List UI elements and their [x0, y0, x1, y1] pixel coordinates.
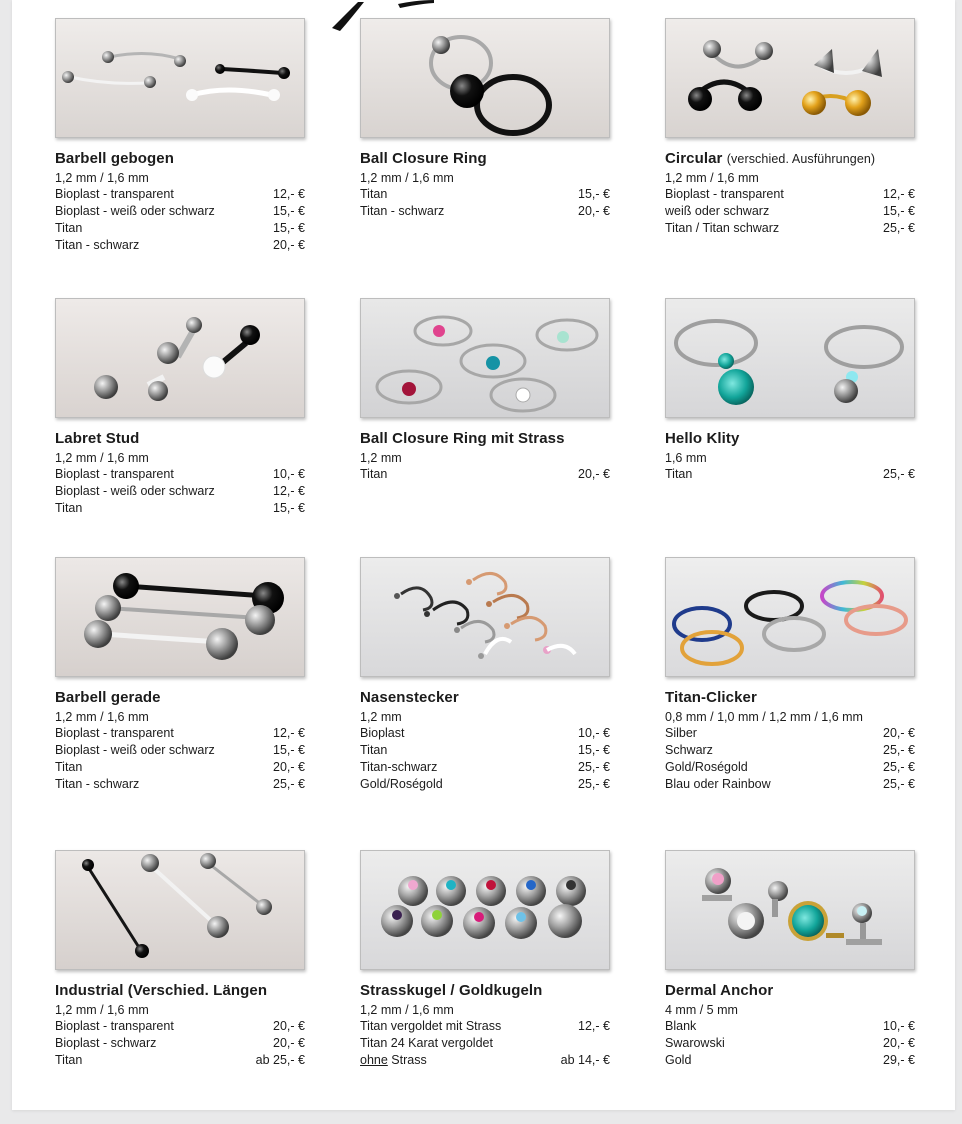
- variant-price: 20,- €: [578, 204, 610, 218]
- price-row: [55, 776, 305, 793]
- product-title: Titan-Clicker: [665, 689, 757, 706]
- price-row: [360, 466, 610, 483]
- variant-label: Strass: [391, 1053, 427, 1067]
- variant-label: Titan: [360, 187, 388, 201]
- variant-label: Bioplast: [360, 726, 405, 740]
- price-row: [55, 186, 305, 203]
- product-photo: [55, 298, 305, 418]
- product-title: Strasskugel / Goldkugeln: [360, 982, 543, 999]
- variant-price: 25,- €: [578, 760, 610, 774]
- variant-price: 12,- €: [273, 187, 305, 201]
- variant-label: Titan: [360, 743, 388, 757]
- variant-label: Titan - schwarz: [360, 204, 445, 218]
- product-size: 1,2 mm / 1,6 mm: [360, 1003, 454, 1017]
- product-size: 4 mm / 5 mm: [665, 1003, 738, 1017]
- product-title: Hello Klity: [665, 430, 740, 447]
- price-row: [665, 742, 915, 759]
- variant-label: Titan: [55, 501, 83, 515]
- product-title: Industrial (Verschied. Längen: [55, 982, 268, 999]
- price-row: [665, 1018, 915, 1035]
- variant-price: ab 25,- €: [255, 1053, 305, 1067]
- product-photo: [360, 850, 610, 970]
- variant-label: Bioplast - schwarz: [55, 1036, 157, 1050]
- variant-price: 25,- €: [883, 760, 915, 774]
- variant-label: Swarowski: [665, 1036, 725, 1050]
- price-row: [665, 759, 915, 776]
- product-note: (verschied. Ausführungen): [726, 152, 876, 166]
- variant-label: Schwarz: [665, 743, 713, 757]
- variant-label: Bioplast - transparent: [55, 467, 174, 481]
- product-card-ball-closure-ring: [360, 18, 610, 220]
- variant-label: Gold/Roségold: [360, 777, 443, 791]
- product-title: Barbell gebogen: [55, 150, 175, 167]
- variant-price: 12,- €: [273, 726, 305, 740]
- variant-label: Blau oder Rainbow: [665, 777, 771, 791]
- variant-price: 29,- €: [883, 1053, 915, 1067]
- price-row: [55, 237, 305, 254]
- variant-price: 20,- €: [578, 467, 610, 481]
- product-size: 1,2 mm / 1,6 mm: [360, 171, 454, 185]
- product-photo: [665, 850, 915, 970]
- price-row: [360, 203, 610, 220]
- product-size: 1,2 mm / 1,6 mm: [55, 171, 149, 185]
- price-row: [360, 776, 610, 793]
- product-card-barbell-gerade: [55, 557, 305, 793]
- product-card-industrial: [55, 850, 305, 1069]
- variant-price: 12,- €: [883, 187, 915, 201]
- price-row: [55, 203, 305, 220]
- variant-price: 20,- €: [273, 1036, 305, 1050]
- product-card-circular: [665, 18, 915, 237]
- variant-label: Bioplast - transparent: [55, 187, 174, 201]
- variant-label: Titan 24 Karat vergoldet: [360, 1036, 493, 1050]
- variant-label: Titan / Titan schwarz: [665, 221, 780, 235]
- product-size: 1,2 mm / 1,6 mm: [55, 710, 149, 724]
- variant-price: 15,- €: [273, 221, 305, 235]
- price-row: [360, 186, 610, 203]
- price-row: [360, 1035, 610, 1052]
- product-card-ball-closure-ring-strass: [360, 298, 610, 483]
- price-row: [55, 725, 305, 742]
- product-title: [665, 150, 915, 168]
- variant-price: 15,- €: [273, 743, 305, 757]
- variant-price: 20,- €: [273, 1019, 305, 1033]
- price-row: [665, 1052, 915, 1069]
- price-row: [55, 483, 305, 500]
- price-row: [665, 203, 915, 220]
- price-row: [665, 776, 915, 793]
- variant-label: Gold: [665, 1053, 692, 1067]
- product-photo: [360, 557, 610, 677]
- variant-price: 25,- €: [273, 777, 305, 791]
- product-card-hello-klity: [665, 298, 915, 483]
- price-row: [665, 186, 915, 203]
- price-row: [55, 742, 305, 759]
- variant-price: 25,- €: [883, 221, 915, 235]
- variant-label: Silber: [665, 726, 697, 740]
- price-row: [360, 1018, 610, 1035]
- price-row: [55, 220, 305, 237]
- price-row: [665, 466, 915, 483]
- product-size: 1,2 mm / 1,6 mm: [55, 1003, 149, 1017]
- product-title: Ball Closure Ring mit Strass: [360, 430, 565, 447]
- variant-price: 15,- €: [578, 743, 610, 757]
- product-photo: [55, 18, 305, 138]
- product-size: 1,2 mm: [360, 710, 402, 724]
- variant-price: ab 14,- €: [560, 1053, 610, 1067]
- variant-label: Bioplast - weiß oder schwarz: [55, 204, 215, 218]
- variant-label-compound: [360, 1052, 427, 1069]
- variant-label: Titan-schwarz: [360, 760, 438, 774]
- product-card-dermal-anchor: [665, 850, 915, 1069]
- price-row: [360, 725, 610, 742]
- variant-label: Titan: [55, 221, 83, 235]
- variant-label: Titan vergoldet mit Strass: [360, 1019, 502, 1033]
- product-card-nasenstecker: [360, 557, 610, 793]
- product-size: 1,2 mm: [360, 451, 402, 465]
- variant-label: Blank: [665, 1019, 697, 1033]
- price-row: [55, 1035, 305, 1052]
- price-row: [665, 725, 915, 742]
- variant-price: 10,- €: [273, 467, 305, 481]
- variant-price: 12,- €: [273, 484, 305, 498]
- price-row: [665, 1035, 915, 1052]
- product-card-barbell-gebogen: [55, 18, 305, 254]
- variant-label: Bioplast - transparent: [55, 1019, 174, 1033]
- product-title: Labret Stud: [55, 430, 140, 447]
- variant-label: Bioplast - weiß oder schwarz: [55, 484, 215, 498]
- product-size: 0,8 mm / 1,0 mm / 1,2 mm / 1,6 mm: [665, 710, 863, 724]
- price-row: [360, 742, 610, 759]
- variant-label-underlined: ohne: [360, 1053, 388, 1067]
- price-row: [55, 466, 305, 483]
- variant-label: Bioplast - transparent: [55, 726, 174, 740]
- price-row: [360, 759, 610, 776]
- variant-price: 20,- €: [883, 726, 915, 740]
- product-photo: [665, 298, 915, 418]
- product-photo: [665, 557, 915, 677]
- variant-price: 12,- €: [578, 1019, 610, 1033]
- variant-price: 20,- €: [273, 760, 305, 774]
- variant-price: 10,- €: [883, 1019, 915, 1033]
- variant-price: 15,- €: [578, 187, 610, 201]
- price-row: [665, 220, 915, 237]
- variant-label: Titan: [55, 1053, 83, 1067]
- variant-label: weiß oder schwarz: [665, 204, 770, 218]
- variant-label: Titan - schwarz: [55, 238, 140, 252]
- price-row: [55, 1018, 305, 1035]
- product-photo: [55, 850, 305, 970]
- variant-price: 25,- €: [883, 777, 915, 791]
- product-size: 1,2 mm / 1,6 mm: [55, 451, 149, 465]
- product-card-labret-stud: [55, 298, 305, 517]
- variant-price: 15,- €: [883, 204, 915, 218]
- variant-price: 20,- €: [273, 238, 305, 252]
- variant-label: Bioplast - weiß oder schwarz: [55, 743, 215, 757]
- product-photo: [360, 298, 610, 418]
- variant-price: 25,- €: [883, 743, 915, 757]
- variant-price: 15,- €: [273, 204, 305, 218]
- variant-label: Titan: [665, 467, 693, 481]
- variant-price: 25,- €: [883, 467, 915, 481]
- product-size: 1,2 mm / 1,6 mm: [665, 171, 759, 185]
- variant-price: 15,- €: [273, 501, 305, 515]
- product-card-strasskugel: [360, 850, 610, 1069]
- product-photo: [55, 557, 305, 677]
- variant-price: 20,- €: [883, 1036, 915, 1050]
- product-card-titan-clicker: [665, 557, 915, 793]
- price-row: [55, 500, 305, 517]
- price-row: [55, 759, 305, 776]
- variant-label: Titan - schwarz: [55, 777, 140, 791]
- product-title: Barbell gerade: [55, 689, 161, 706]
- variant-label: Gold/Roségold: [665, 760, 748, 774]
- variant-label: Titan: [55, 760, 83, 774]
- product-photo: [360, 18, 610, 138]
- product-title: Nasenstecker: [360, 689, 459, 706]
- variant-label: Titan: [360, 467, 388, 481]
- variant-price: 25,- €: [578, 777, 610, 791]
- product-size: 1,6 mm: [665, 451, 707, 465]
- variant-price: 10,- €: [578, 726, 610, 740]
- price-row: [55, 1052, 305, 1069]
- variant-label: Bioplast - transparent: [665, 187, 784, 201]
- product-title: Ball Closure Ring: [360, 150, 487, 167]
- product-title-text: Circular: [665, 150, 723, 167]
- price-row: [360, 1052, 610, 1069]
- product-title: Dermal Anchor: [665, 982, 774, 999]
- product-photo: [665, 18, 915, 138]
